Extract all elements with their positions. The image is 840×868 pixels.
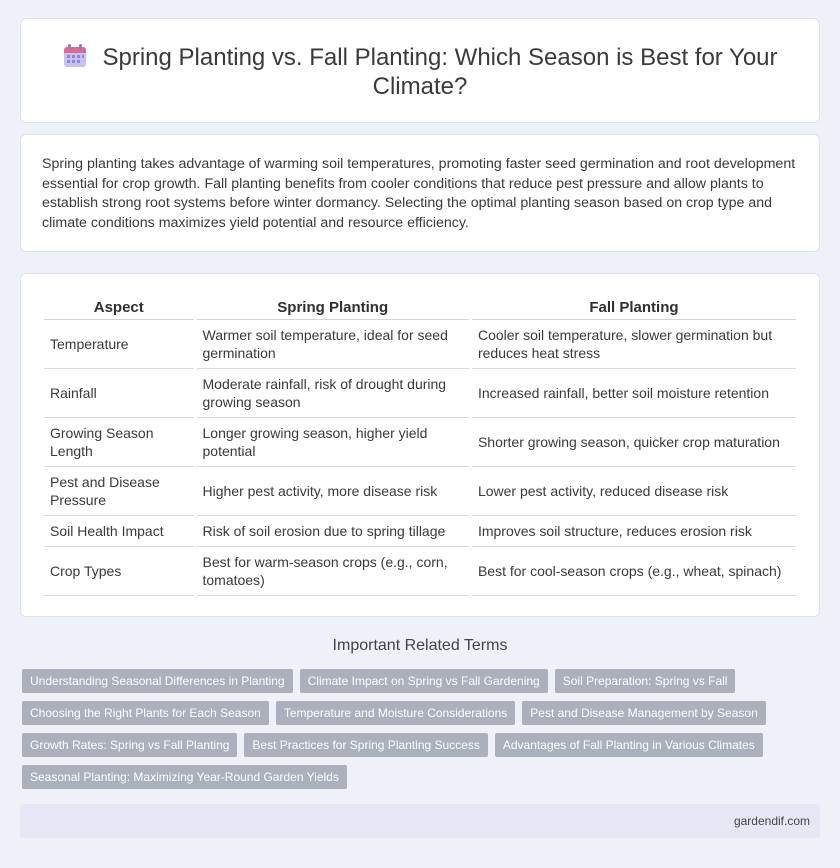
table-cell: Warmer soil temperature, ideal for seed germination [197, 320, 469, 369]
calendar-icon [62, 43, 88, 69]
table-cell: Growing Season Length [44, 418, 194, 467]
related-term-tag[interactable]: Choosing the Right Plants for Each Season [22, 701, 269, 725]
table-row [44, 320, 796, 369]
page-title-text: Spring Planting vs. Fall Planting: Which Season is Best for Your Climate? [102, 44, 778, 100]
table-cell: Rainfall [44, 369, 194, 418]
comparison-card [20, 273, 820, 617]
table-cell: Moderate rainfall, risk of drought during growing season [197, 369, 469, 418]
table-cell: Improves soil structure, reduces erosion risk [472, 516, 796, 547]
related-term-tag[interactable]: Understanding Seasonal Differences in Planting [22, 669, 293, 693]
table-cell: Longer growing season, higher yield potential [197, 418, 469, 467]
table-cell: Cooler soil temperature, slower germination but reduces heat stress [472, 320, 796, 369]
table-row [44, 467, 796, 516]
related-terms-list [22, 669, 802, 789]
table-cell: Best for warm-season crops (e.g., corn, tomatoes) [197, 547, 469, 596]
related-term-tag[interactable]: Seasonal Planting: Maximizing Year-Round Garden Yields [22, 765, 347, 789]
table-cell: Crop Types [44, 547, 194, 596]
column-header-fall: Fall Planting [472, 296, 796, 320]
table-cell: Soil Health Impact [44, 516, 194, 547]
table-cell: Shorter growing season, quicker crop maturation [472, 418, 796, 467]
intro-card [20, 134, 820, 252]
related-term-tag[interactable]: Growth Rates: Spring vs Fall Planting [22, 733, 237, 757]
intro-paragraph: Spring planting takes advantage of warming soil temperatures, promoting faster seed germination and root development essential for crop growth. Fall planting benefits from cooler conditions that reduce pest pressure and allow plants to establish strong root systems before winter dormancy. Selecting the optimal planting season based on crop type and climate conditions maximizes yield potential and resource efficiency. [42, 156, 796, 231]
related-term-tag[interactable]: Soil Preparation: Spring vs Fall [555, 669, 736, 693]
related-term-tag[interactable]: Climate Impact on Spring vs Fall Gardening [300, 669, 548, 693]
footer [20, 804, 820, 838]
table-row [44, 369, 796, 418]
table-cell: Pest and Disease Pressure [44, 467, 194, 516]
table-cell: Temperature [44, 320, 194, 369]
column-header-aspect: Aspect [44, 296, 194, 320]
table-row [44, 516, 796, 547]
table-cell: Higher pest activity, more disease risk [197, 467, 469, 516]
table-cell: Increased rainfall, better soil moisture retention [472, 369, 796, 418]
footer-site-link[interactable]: gardendif.com [733, 814, 810, 828]
related-term-tag[interactable]: Advantages of Fall Planting in Various Climates [495, 733, 763, 757]
table-cell: Risk of soil erosion due to spring tillage [197, 516, 469, 547]
related-term-tag[interactable]: Temperature and Moisture Considerations [276, 701, 515, 725]
table-cell: Lower pest activity, reduced disease risk [472, 467, 796, 516]
related-term-tag[interactable]: Best Practices for Spring Planting Success [244, 733, 487, 757]
related-terms-title: Important Related Terms [332, 637, 508, 654]
related-term-tag[interactable]: Pest and Disease Management by Season [522, 701, 765, 725]
table-row [44, 547, 796, 596]
table-cell: Best for cool-season crops (e.g., wheat, spinach) [472, 547, 796, 596]
comparison-table [41, 296, 799, 596]
title-card [20, 18, 820, 123]
column-header-spring: Spring Planting [197, 296, 469, 320]
table-row [44, 418, 796, 467]
table-header-row [44, 296, 796, 320]
page-title [51, 43, 789, 101]
